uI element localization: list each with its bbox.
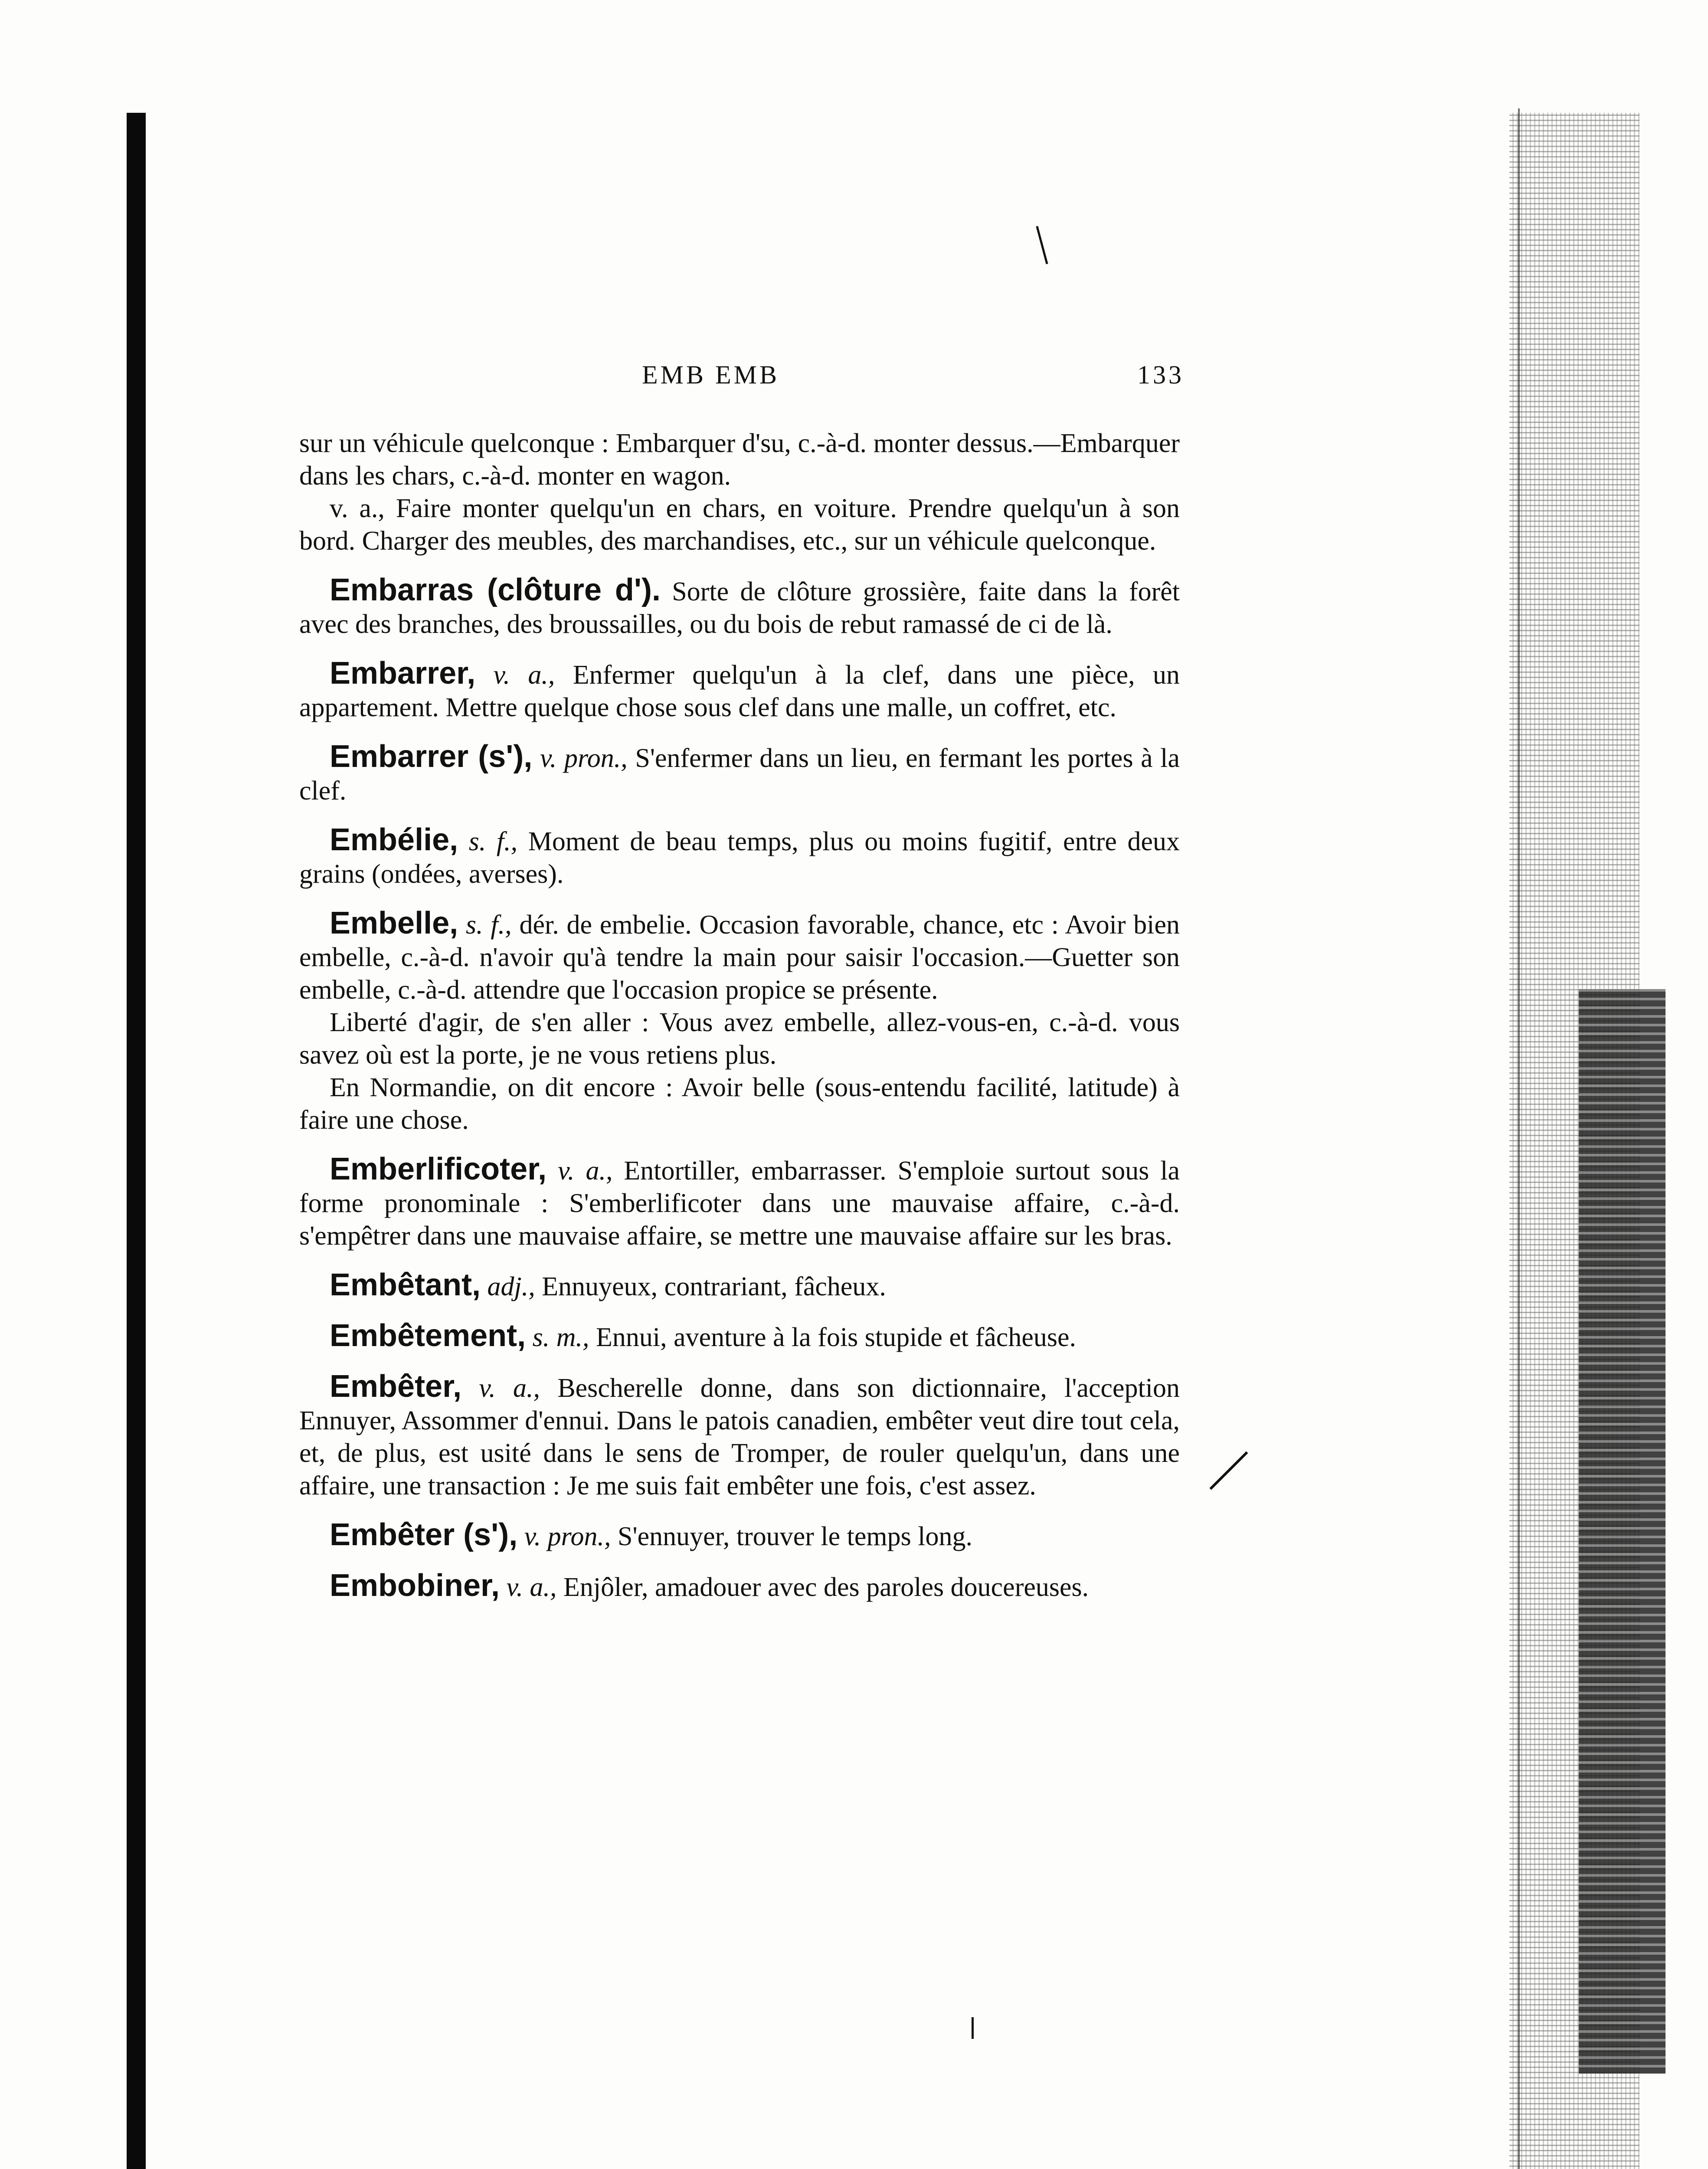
entry-definition: Sorte de clôture grossière, faite dans la forêt avec des branches, des broussailles, ou du bois de rebut ramassé de ci de là. (299, 577, 1180, 639)
entry-definition: S'enfermer dans un lieu, en fermant les portes à la clef. (299, 744, 1180, 806)
entry-definition: Ennui, aventure à la fois stupide et fâcheuse. (596, 1323, 1076, 1352)
running-head (299, 360, 1184, 395)
dictionary-entry (299, 574, 1180, 641)
headword: Embêter (s'), (330, 1517, 518, 1552)
dictionary-entry (299, 1569, 1180, 1604)
grammar-label: v. a., (479, 1373, 540, 1403)
dictionary-entry (299, 1153, 1180, 1252)
running-head-words: EMB EMB (642, 360, 780, 389)
entry-definition: dér. de embelie. Occasion favorable, chance, etc : Avoir bien embelle, c.-à-d. n'avoir qu'à tendre la main pour saisir l'occasion.—Guetter son embelle, c.-à-d. attendre que l'occasion propice se présente. (299, 910, 1180, 1005)
entry-definition: S'ennuyer, trouver le temps long. (617, 1522, 972, 1551)
headword: Embarrer, (330, 656, 476, 691)
grammar-label: v. pron., (524, 1522, 611, 1551)
grammar-label: v. a., (558, 1156, 613, 1186)
headword: Embobiner, (330, 1568, 500, 1603)
opening-paragraph: sur un véhicule quelconque : Embarquer d'su, c.-à-d. monter dessus.—Embarquer dans les chars, c.-à-d. monter en wagon. (299, 429, 1180, 491)
grammar-label: v. a., (493, 660, 555, 690)
headword: Embêter, (330, 1369, 462, 1404)
dictionary-entry (299, 740, 1180, 807)
grammar-label: s. m., (532, 1323, 589, 1352)
dictionary-entry (299, 1320, 1180, 1354)
stray-mark (972, 2017, 974, 2039)
headword: Embêtant, (330, 1268, 481, 1302)
entry-subparagraph: En Normandie, on dit encore : Avoir belle (sous-entendu facilité, latitude) à faire une chose. (299, 1073, 1180, 1135)
dictionary-entry (299, 1519, 1180, 1553)
dictionary-entry (299, 907, 1180, 1137)
headword: Embélie, (330, 822, 458, 857)
page-edge-line (1518, 108, 1520, 2169)
stray-mark (1209, 1451, 1248, 1490)
binding-bar (127, 113, 146, 2169)
stray-mark (1036, 226, 1048, 264)
grammar-label: s. f., (465, 910, 512, 940)
grammar-label: adj., (487, 1272, 535, 1301)
entry-definition: Enjôler, amadouer avec des paroles doucereuses. (563, 1573, 1089, 1602)
headword: Emberlificoter, (330, 1152, 547, 1186)
entry-definition: Bescherelle donne, dans son dictionnaire, l'acception Ennuyer, Assommer d'ennui. Dans le patois canadien, embêter veut dire tout cela, et, de plus, est usité dans le sens de Tromper, de rouler quelqu'un, dans une affaire, une transaction : Je me suis fait embêter une fois, c'est assez. (299, 1373, 1180, 1501)
grammar-label: s. f., (468, 827, 518, 856)
scan-edge-dark-band (1579, 989, 1665, 2074)
headword: Embelle, (330, 906, 458, 940)
headword: Embarrer (s'), (330, 739, 533, 774)
opening-paragraph: v. a., Faire monter quelqu'un en chars, en voiture. Prendre quelqu'un à son bord. Charger des meubles, des marchandises, etc., sur un véhicule quelconque. (299, 494, 1180, 556)
grammar-label: v. pron., (540, 744, 628, 773)
dictionary-entry (299, 1269, 1180, 1303)
entry-subparagraph: Liberté d'agir, de s'en aller : Vous avez embelle, allez-vous-en, c.-à-d. vous savez où est la porte, je ne vous retiens plus. (299, 1008, 1180, 1070)
dictionary-entry (299, 824, 1180, 891)
entry-definition: Enfermer quelqu'un à la clef, dans une pièce, un appartement. Mettre quelque chose sous clef dans une malle, un coffret, etc. (299, 660, 1180, 722)
page-number: 133 (1137, 360, 1184, 389)
dictionary-text (299, 427, 1180, 1604)
dictionary-entry (299, 657, 1180, 724)
entry-definition: Moment de beau temps, plus ou moins fugitif, entre deux grains (ondées, averses). (299, 827, 1180, 889)
headword: Embarras (clôture d'). (330, 573, 661, 607)
dictionary-entry (299, 1370, 1180, 1502)
grammar-label: v. a., (506, 1573, 557, 1602)
entry-definition: Entortiller, embarrasser. S'emploie surtout sous la forme pronominale : S'emberlificoter dans une mauvaise affaire, c.-à-d. s'empêtrer dans une mauvaise affaire, se mettre une mauvaise affaire sur les bras. (299, 1156, 1180, 1251)
entry-definition: Ennuyeux, contrariant, fâcheux. (542, 1272, 886, 1301)
headword: Embêtement, (330, 1318, 526, 1353)
